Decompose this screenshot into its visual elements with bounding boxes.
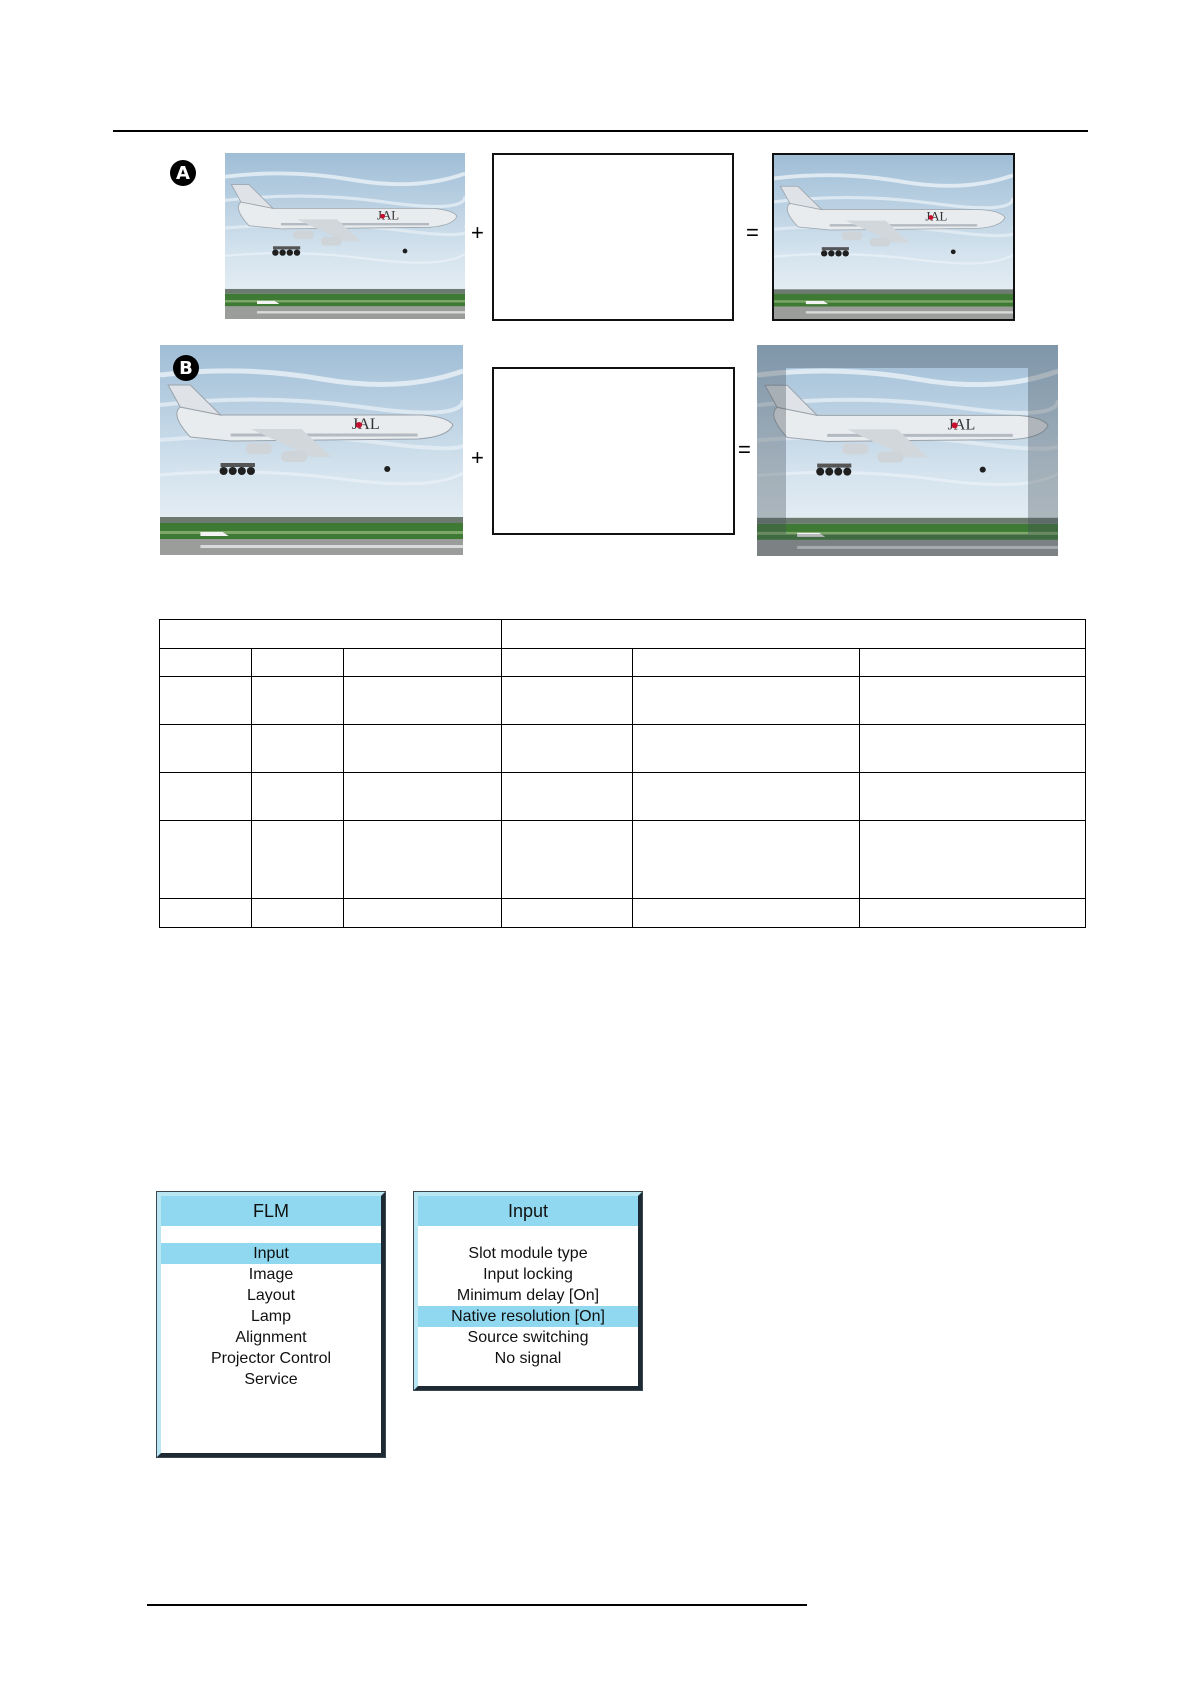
resolution-table bbox=[159, 619, 1086, 928]
flm-menu-item-service[interactable]: Service bbox=[244, 1371, 298, 1388]
equals-sign-b: = bbox=[738, 437, 751, 462]
input-menu-item-native-resolution[interactable]: Native resolution [On] bbox=[418, 1306, 638, 1327]
table-cell bbox=[160, 821, 252, 899]
table-cell bbox=[633, 773, 860, 821]
table-cell bbox=[344, 821, 502, 899]
table-header-group-right bbox=[502, 620, 1086, 649]
table-cell bbox=[633, 649, 860, 677]
flm-menu-item-layout[interactable]: Layout bbox=[246, 1287, 296, 1304]
table-cell bbox=[502, 725, 633, 773]
input-menu-item-source-switching[interactable]: Source switching bbox=[467, 1329, 589, 1346]
equals-sign-a: = bbox=[746, 220, 759, 245]
table-cell bbox=[860, 725, 1086, 773]
table-cell bbox=[502, 649, 633, 677]
table-cell bbox=[860, 899, 1086, 928]
flm-menu-item-input[interactable]: Input bbox=[161, 1243, 381, 1264]
result-image-b bbox=[757, 345, 1058, 556]
table-cell bbox=[252, 773, 344, 821]
table-cell bbox=[160, 899, 252, 928]
table-cell bbox=[160, 725, 252, 773]
label-b-badge: B bbox=[173, 355, 199, 381]
table-cell bbox=[860, 649, 1086, 677]
table-cell bbox=[633, 899, 860, 928]
input-menu-item-slot-module-type[interactable]: Slot module type bbox=[468, 1245, 588, 1262]
result-image-a bbox=[772, 153, 1015, 321]
source-image-a bbox=[225, 153, 465, 319]
table-subheader-row bbox=[160, 649, 1086, 677]
table-cell bbox=[160, 773, 252, 821]
table-header-row bbox=[160, 620, 1086, 649]
table-row bbox=[160, 821, 1086, 899]
table-cell bbox=[633, 677, 860, 725]
table-cell bbox=[252, 725, 344, 773]
screen-frame-b bbox=[492, 367, 735, 535]
table-cell bbox=[860, 773, 1086, 821]
page-top-rule bbox=[113, 130, 1088, 132]
table-cell bbox=[252, 821, 344, 899]
flm-menu-item-projector-control[interactable]: Projector Control bbox=[210, 1350, 332, 1367]
flm-menu-title: FLM bbox=[161, 1196, 381, 1226]
flm-menu-item-lamp[interactable]: Lamp bbox=[250, 1308, 292, 1325]
table-cell bbox=[502, 773, 633, 821]
plus-sign-a: + bbox=[471, 220, 484, 245]
table-header-group-left bbox=[160, 620, 502, 649]
table-cell bbox=[252, 899, 344, 928]
table-cell bbox=[344, 677, 502, 725]
flm-menu-item-alignment[interactable]: Alignment bbox=[235, 1329, 307, 1346]
table-row bbox=[160, 899, 1086, 928]
label-a-badge: A bbox=[170, 160, 196, 186]
source-image-b bbox=[160, 345, 463, 555]
flm-menu-window bbox=[157, 1192, 385, 1457]
table-cell bbox=[502, 899, 633, 928]
table-row bbox=[160, 773, 1086, 821]
screen-frame-a bbox=[492, 153, 734, 321]
table-cell bbox=[633, 821, 860, 899]
page-bottom-rule bbox=[147, 1604, 807, 1606]
input-menu-item-input-locking[interactable]: Input locking bbox=[483, 1266, 573, 1283]
input-menu-title: Input bbox=[418, 1196, 638, 1226]
table-cell bbox=[860, 821, 1086, 899]
input-menu-list bbox=[418, 1243, 638, 1369]
flm-menu-item-image[interactable]: Image bbox=[248, 1266, 294, 1283]
input-menu-window bbox=[414, 1192, 642, 1390]
table-cell bbox=[344, 725, 502, 773]
input-menu-item-minimum-delay[interactable]: Minimum delay [On] bbox=[456, 1287, 600, 1304]
input-menu-item-no-signal[interactable]: No signal bbox=[494, 1350, 562, 1367]
table-cell bbox=[160, 649, 252, 677]
table-cell bbox=[160, 677, 252, 725]
table-cell bbox=[502, 821, 633, 899]
table-cell bbox=[860, 677, 1086, 725]
table-cell bbox=[252, 677, 344, 725]
table-row bbox=[160, 725, 1086, 773]
table-cell bbox=[344, 899, 502, 928]
flm-menu-list bbox=[161, 1243, 381, 1390]
table-cell bbox=[344, 649, 502, 677]
table-cell bbox=[633, 725, 860, 773]
table-row bbox=[160, 677, 1086, 725]
plus-sign-b: + bbox=[471, 445, 484, 470]
table-cell bbox=[252, 649, 344, 677]
table-cell bbox=[344, 773, 502, 821]
result-image-b-overlay bbox=[757, 345, 1058, 556]
table-cell bbox=[502, 677, 633, 725]
